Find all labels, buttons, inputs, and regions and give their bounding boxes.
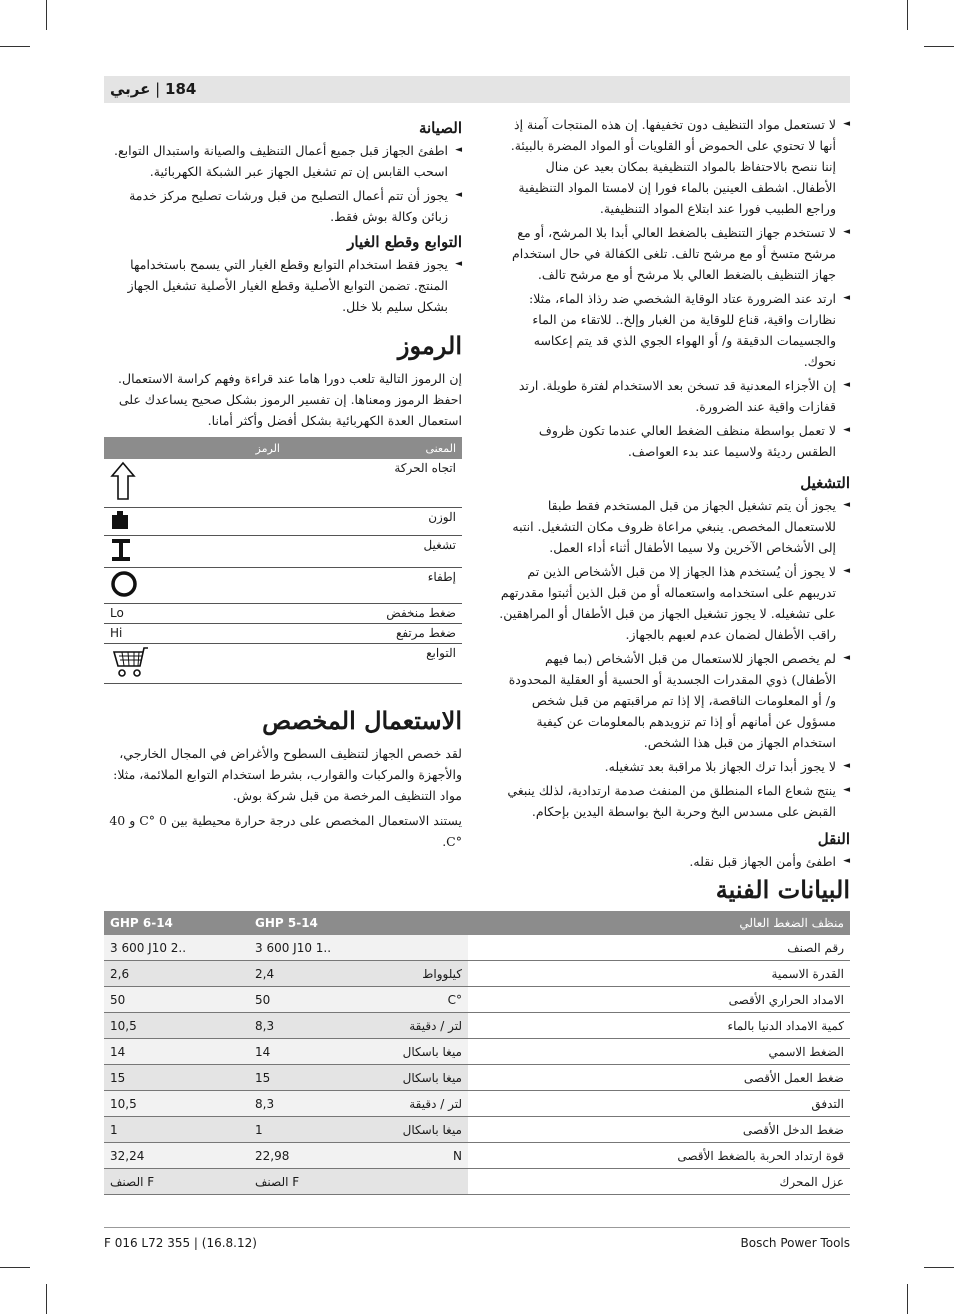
spec-unit: °C	[394, 987, 468, 1013]
spec-value-ghp6: 50	[104, 987, 249, 1013]
spec-value-ghp5: 8,3	[249, 1013, 394, 1039]
symbol-meaning: ضغط مرتفع	[286, 623, 462, 643]
symbol-meaning: تشغيل	[286, 535, 462, 567]
power-off-icon	[104, 567, 286, 603]
list-item	[498, 561, 850, 645]
spec-unit: ميغا باسكال	[394, 1065, 468, 1091]
shopping-cart-icon	[104, 643, 286, 683]
intro-bullet-list	[498, 114, 850, 462]
spec-unit: ميغا باسكال	[394, 1039, 468, 1065]
header-separator: |	[155, 80, 161, 98]
operation-heading: التشغيل	[800, 474, 850, 492]
crop-mark	[907, 1284, 908, 1314]
transport-heading: النقل	[817, 830, 850, 848]
spec-unit	[394, 1169, 468, 1195]
spec-value-ghp5: 8,3	[249, 1091, 394, 1117]
symbol-meaning: التوابع	[286, 643, 462, 683]
spec-label: القدرة الاسمية	[468, 961, 850, 987]
direction-arrow-icon	[104, 459, 286, 507]
crop-mark	[0, 46, 30, 47]
symbol-meaning: إطفاء	[286, 567, 462, 603]
transport-bullet-list	[498, 851, 850, 872]
list-item	[498, 114, 850, 219]
specs-model-header: GHP 6-14	[104, 911, 249, 935]
specs-model-header: GHP 5-14	[249, 911, 394, 935]
maintenance-heading: الصيانة	[418, 119, 462, 137]
spec-label: التدفق	[468, 1091, 850, 1117]
table-row	[104, 567, 462, 603]
spec-unit: لتر / دقيقة	[394, 1013, 468, 1039]
footer-rule	[104, 1227, 850, 1228]
list-item	[104, 185, 462, 227]
table-row	[104, 1065, 850, 1091]
bullet-marker-icon: ◄	[455, 259, 462, 269]
spec-value-ghp6: 3 600 J10 2..	[104, 935, 249, 961]
table-row	[104, 935, 850, 961]
page-number: 184	[165, 80, 197, 98]
left-column	[104, 119, 462, 856]
list-item-text: لا يجوز أن يُستخدم هذا الجهاز إلا من قبل الأشخاص الذين تم تدريبهم على استخدامه واستعماله أو من قبل الذين أثبتوا مقدرتهم على تشغيله. لا يجوز تشغيل الجهاز من قبل الأطفال أو المراهقين. راقب الأطفال لضمان عدم لعبهم بالجهاز.	[499, 564, 836, 642]
specs-table	[104, 911, 850, 1195]
list-item-text: لا تستعمل مواد التنظيف دون تخفيفها. إن هذه المنتجات آمنة إذ أنها لا تحتوي على الحموض أو القلويات أو المواد المضرة بالبيئة. إننا ننصح بالاحتفاظ بالمواد التنظيفية بمكان بعيد عن منال الأطفال. اشطف العينين بالماء فورا إن لامستا المواد التنظيفية وراجع الطبيب فورا عند ابتلاع المواد التنظيفية.	[510, 117, 836, 216]
list-item	[498, 780, 850, 822]
bullet-marker-icon: ◄	[843, 566, 850, 576]
list-item	[498, 420, 850, 462]
paragraph: يستند الاستعمال المخصص على درجة حرارة محيطية بين 0 °C و 40 °C.	[109, 812, 462, 849]
spec-value-ghp5: 15	[249, 1065, 394, 1091]
specs-heading: البيانات الفنية	[715, 875, 850, 904]
maintenance-bullet-list	[104, 140, 462, 227]
spec-value-ghp5: 2,4	[249, 961, 394, 987]
table-row	[104, 643, 462, 683]
table-row	[104, 1039, 850, 1065]
symbol-meaning: ضغط منخفض	[286, 603, 462, 623]
right-column	[498, 114, 850, 875]
spec-label: رقم الصنف	[468, 935, 850, 961]
symbols-header-meaning: المعنى	[286, 437, 462, 459]
symbols-header-symbol: الرمز	[104, 437, 286, 459]
bullet-marker-icon: ◄	[843, 785, 850, 795]
crop-mark	[924, 46, 954, 47]
paragraph: لقد خصص الجهاز لتنظيف السطوح والأغراض في المجال الخارجي، والأجهزة والمركبات والقوارب، بشرط استخدام التوابع الملائمة، مثلا: مواد التنظيف المرخصة من قبل شركة بوش.	[113, 745, 462, 803]
symbol-meaning: اتجاه الحركة	[286, 459, 462, 507]
accessories-heading: التوابع وقطع الغيار	[347, 233, 462, 251]
spec-value-ghp5: الصنف F	[249, 1169, 394, 1195]
spec-value-ghp6: 32,24	[104, 1143, 249, 1169]
list-item-text: ارتد عند الضرورة عتاد الوقاية الشخصي ضد رذاذ الماء، مثلا: نظارات واقية، قناع للوقاية من الغبار وإلخ.. للاتقاء من الماء والجسيمات الدقيقة و/ أو الهواء الجوي الذي قد يتم إعكاسه نحوك.	[529, 291, 836, 369]
table-row	[104, 1117, 850, 1143]
table-row	[104, 1169, 850, 1195]
spec-value-ghp5: 50	[249, 987, 394, 1013]
table-row	[104, 603, 462, 623]
page-header	[110, 80, 196, 98]
crop-mark	[924, 1267, 954, 1268]
table-row	[104, 987, 850, 1013]
bullet-marker-icon: ◄	[843, 227, 850, 237]
bullet-marker-icon: ◄	[843, 761, 850, 771]
bullet-marker-icon: ◄	[455, 190, 462, 200]
spec-value-ghp6: 14	[104, 1039, 249, 1065]
specs-label-header: منظف الضغط العالي	[468, 911, 850, 935]
footer-brand: Bosch Power Tools	[740, 1236, 850, 1250]
intended-use-heading: الاستعمال المخصص	[262, 705, 462, 735]
list-item-text: لا تستخدم جهاز التنظيف بالضغط العالي أبدا بلا المرشح، أو مع مرشح متسخ أو مع مرشح تالف. تلغى الكفالة في حال استخدام جهاز التنظيف بالضغط العالي بلا مرشح أو مع مرشح تالف.	[511, 225, 836, 282]
table-row	[104, 1143, 850, 1169]
power-on-icon	[104, 535, 286, 567]
footer-doc-code: F 016 L72 355 | (16.8.12)	[104, 1236, 257, 1250]
spec-unit: ميغا باسكال	[394, 1117, 468, 1143]
list-item-text: لا يجوز أبدا ترك الجهاز بلا مراقبة بعد تشغيله.	[604, 759, 836, 774]
accessories-bullet-list	[104, 254, 462, 317]
symbols-heading: الرموز	[397, 331, 462, 360]
list-item-text: لم يخصص الجهاز للاستعمال من قبل الأشخاص (بما فيهم الأطفال) ذوي المقدرات الجسدية أو الحسية أو العقلية المحدودة و/ أو المعلومات الناقصة، إلا إذا تم مراقبتهم من قبل شخص مسؤول عن أمانهم أو إذا تم تزويدهم بالمعلومات عن كيفية استخدام الجهاز من قبل هذا الشخص.	[508, 651, 836, 750]
bullet-marker-icon: ◄	[843, 425, 850, 435]
spec-value-ghp6: 1	[104, 1117, 249, 1143]
bullet-marker-icon: ◄	[843, 653, 850, 663]
table-row	[104, 535, 462, 567]
spec-value-ghp5: 14	[249, 1039, 394, 1065]
list-item	[498, 288, 850, 372]
spec-value-ghp5: 22,98	[249, 1143, 394, 1169]
table-row	[104, 623, 462, 643]
spec-label: ضغط الدخل الأقصى	[468, 1117, 850, 1143]
operation-bullet-list	[498, 495, 850, 822]
spec-value-ghp5: 1	[249, 1117, 394, 1143]
symbols-intro: إن الرموز التالية تلعب دورا هاما عند قراءة وفهم كراسة الاستعمال. احفظ الرموز ومعناها. إن تفسير الرموز بشكل صحيح يساعدك على استعمال العدة الكهربائية بشكل أفضل وأكثر أمانا.	[118, 371, 462, 428]
list-item-text: اطفئ وأمن الجهاز قبل نقله.	[689, 854, 836, 869]
spec-label: الامداد الحراري الأقصى	[468, 987, 850, 1013]
bullet-marker-icon: ◄	[843, 500, 850, 510]
crop-mark	[907, 0, 908, 30]
table-row	[104, 961, 850, 987]
spec-unit: لتر / دقيقة	[394, 1091, 468, 1117]
list-item	[498, 648, 850, 753]
list-item	[498, 851, 850, 872]
spec-unit: N	[394, 1143, 468, 1169]
list-item	[104, 140, 462, 182]
spec-unit: كيلوواط	[394, 961, 468, 987]
crop-mark	[46, 1284, 47, 1314]
list-item	[498, 375, 850, 417]
spec-value-ghp6: الصنف F	[104, 1169, 249, 1195]
list-item-text: إن الأجزاء المعدنية قد تسخن بعد الاستخدام لفترة طويلة. ارتد قفازات واقية عند الضرورة.	[518, 378, 836, 414]
bullet-marker-icon: ◄	[455, 145, 462, 155]
list-item-text: ينتج شعاع الماء المنطلق من المنفث صدمة ارتدادية، لذلك ينبغي القبض على مسدس البخ وحربة البخ بواسطة اليدين بإحكام.	[507, 783, 836, 819]
list-item-text: اطفئ الجهاز قبل جميع أعمال التنظيف والصيانة واستبدال التوابع. اسحب القابس إن تم تشغيل الجهاز عبر الشبكة الكهربائية.	[114, 143, 448, 179]
spec-value-ghp6: 15	[104, 1065, 249, 1091]
list-item-text: لا تعمل بواسطة منظف الضغط العالي عندما تكون ظروف الطقس رديئة ولاسيما عند بدء العواصف.	[538, 423, 836, 459]
table-row	[104, 1013, 850, 1039]
table-row	[104, 507, 462, 535]
list-item	[498, 756, 850, 777]
symbols-table	[104, 437, 462, 684]
bullet-marker-icon: ◄	[843, 380, 850, 390]
list-item-text: يجوز أن تتم أعمال التصليح من قبل ورشات تصليح مركز خدمة زبائن وكالة بوش فقط.	[129, 188, 448, 224]
spec-label: ضغط العمل الأقصى	[468, 1065, 850, 1091]
symbol-text: Hi	[104, 623, 286, 643]
spec-value-ghp5: 3 600 J10 1..	[249, 935, 394, 961]
table-row	[104, 459, 462, 507]
symbol-meaning: الوزن	[286, 507, 462, 535]
spec-value-ghp6: 10,5	[104, 1091, 249, 1117]
list-item-text: يجوز أن يتم تشغيل الجهاز من قبل المستخدم فقط طبقا للاستعمال المخصص. ينبغي مراعاة ظروف مكان التشغيل. انتبه إلى الأشخاص الآخرين ولا سيما الأطفال أثناء أداء العمل.	[512, 498, 836, 555]
list-item-text: يجوز فقط استخدام التوابع وقطع الغيار التي يسمح باستخدامها المنتج. تضمن التوابع الأصلية وقطع الغيار الأصلية تشغيل الجهاز بشكل سليم بلا خلل.	[127, 257, 448, 314]
crop-mark	[46, 0, 47, 30]
page-header-bar	[104, 76, 850, 103]
spec-value-ghp6: 2,6	[104, 961, 249, 987]
list-item	[498, 222, 850, 285]
bullet-marker-icon: ◄	[843, 856, 850, 866]
crop-mark	[0, 1267, 30, 1268]
table-row	[104, 1091, 850, 1117]
symbol-text: Lo	[104, 603, 286, 623]
spec-unit	[394, 935, 468, 961]
list-item	[104, 254, 462, 317]
spec-value-ghp6: 10,5	[104, 1013, 249, 1039]
spec-label: عزل المحرك	[468, 1169, 850, 1195]
spec-label: كمية الامداد الدنيا بالماء	[468, 1013, 850, 1039]
intended-use-text	[104, 743, 462, 852]
spec-label: قوة ارتداد الحربة بالضغط الأقصى	[468, 1143, 850, 1169]
list-item	[498, 495, 850, 558]
weight-icon	[104, 507, 286, 535]
bullet-marker-icon: ◄	[843, 293, 850, 303]
bullet-marker-icon: ◄	[843, 119, 850, 129]
spec-label: الضغط الاسمي	[468, 1039, 850, 1065]
header-language: عربي	[110, 80, 151, 98]
